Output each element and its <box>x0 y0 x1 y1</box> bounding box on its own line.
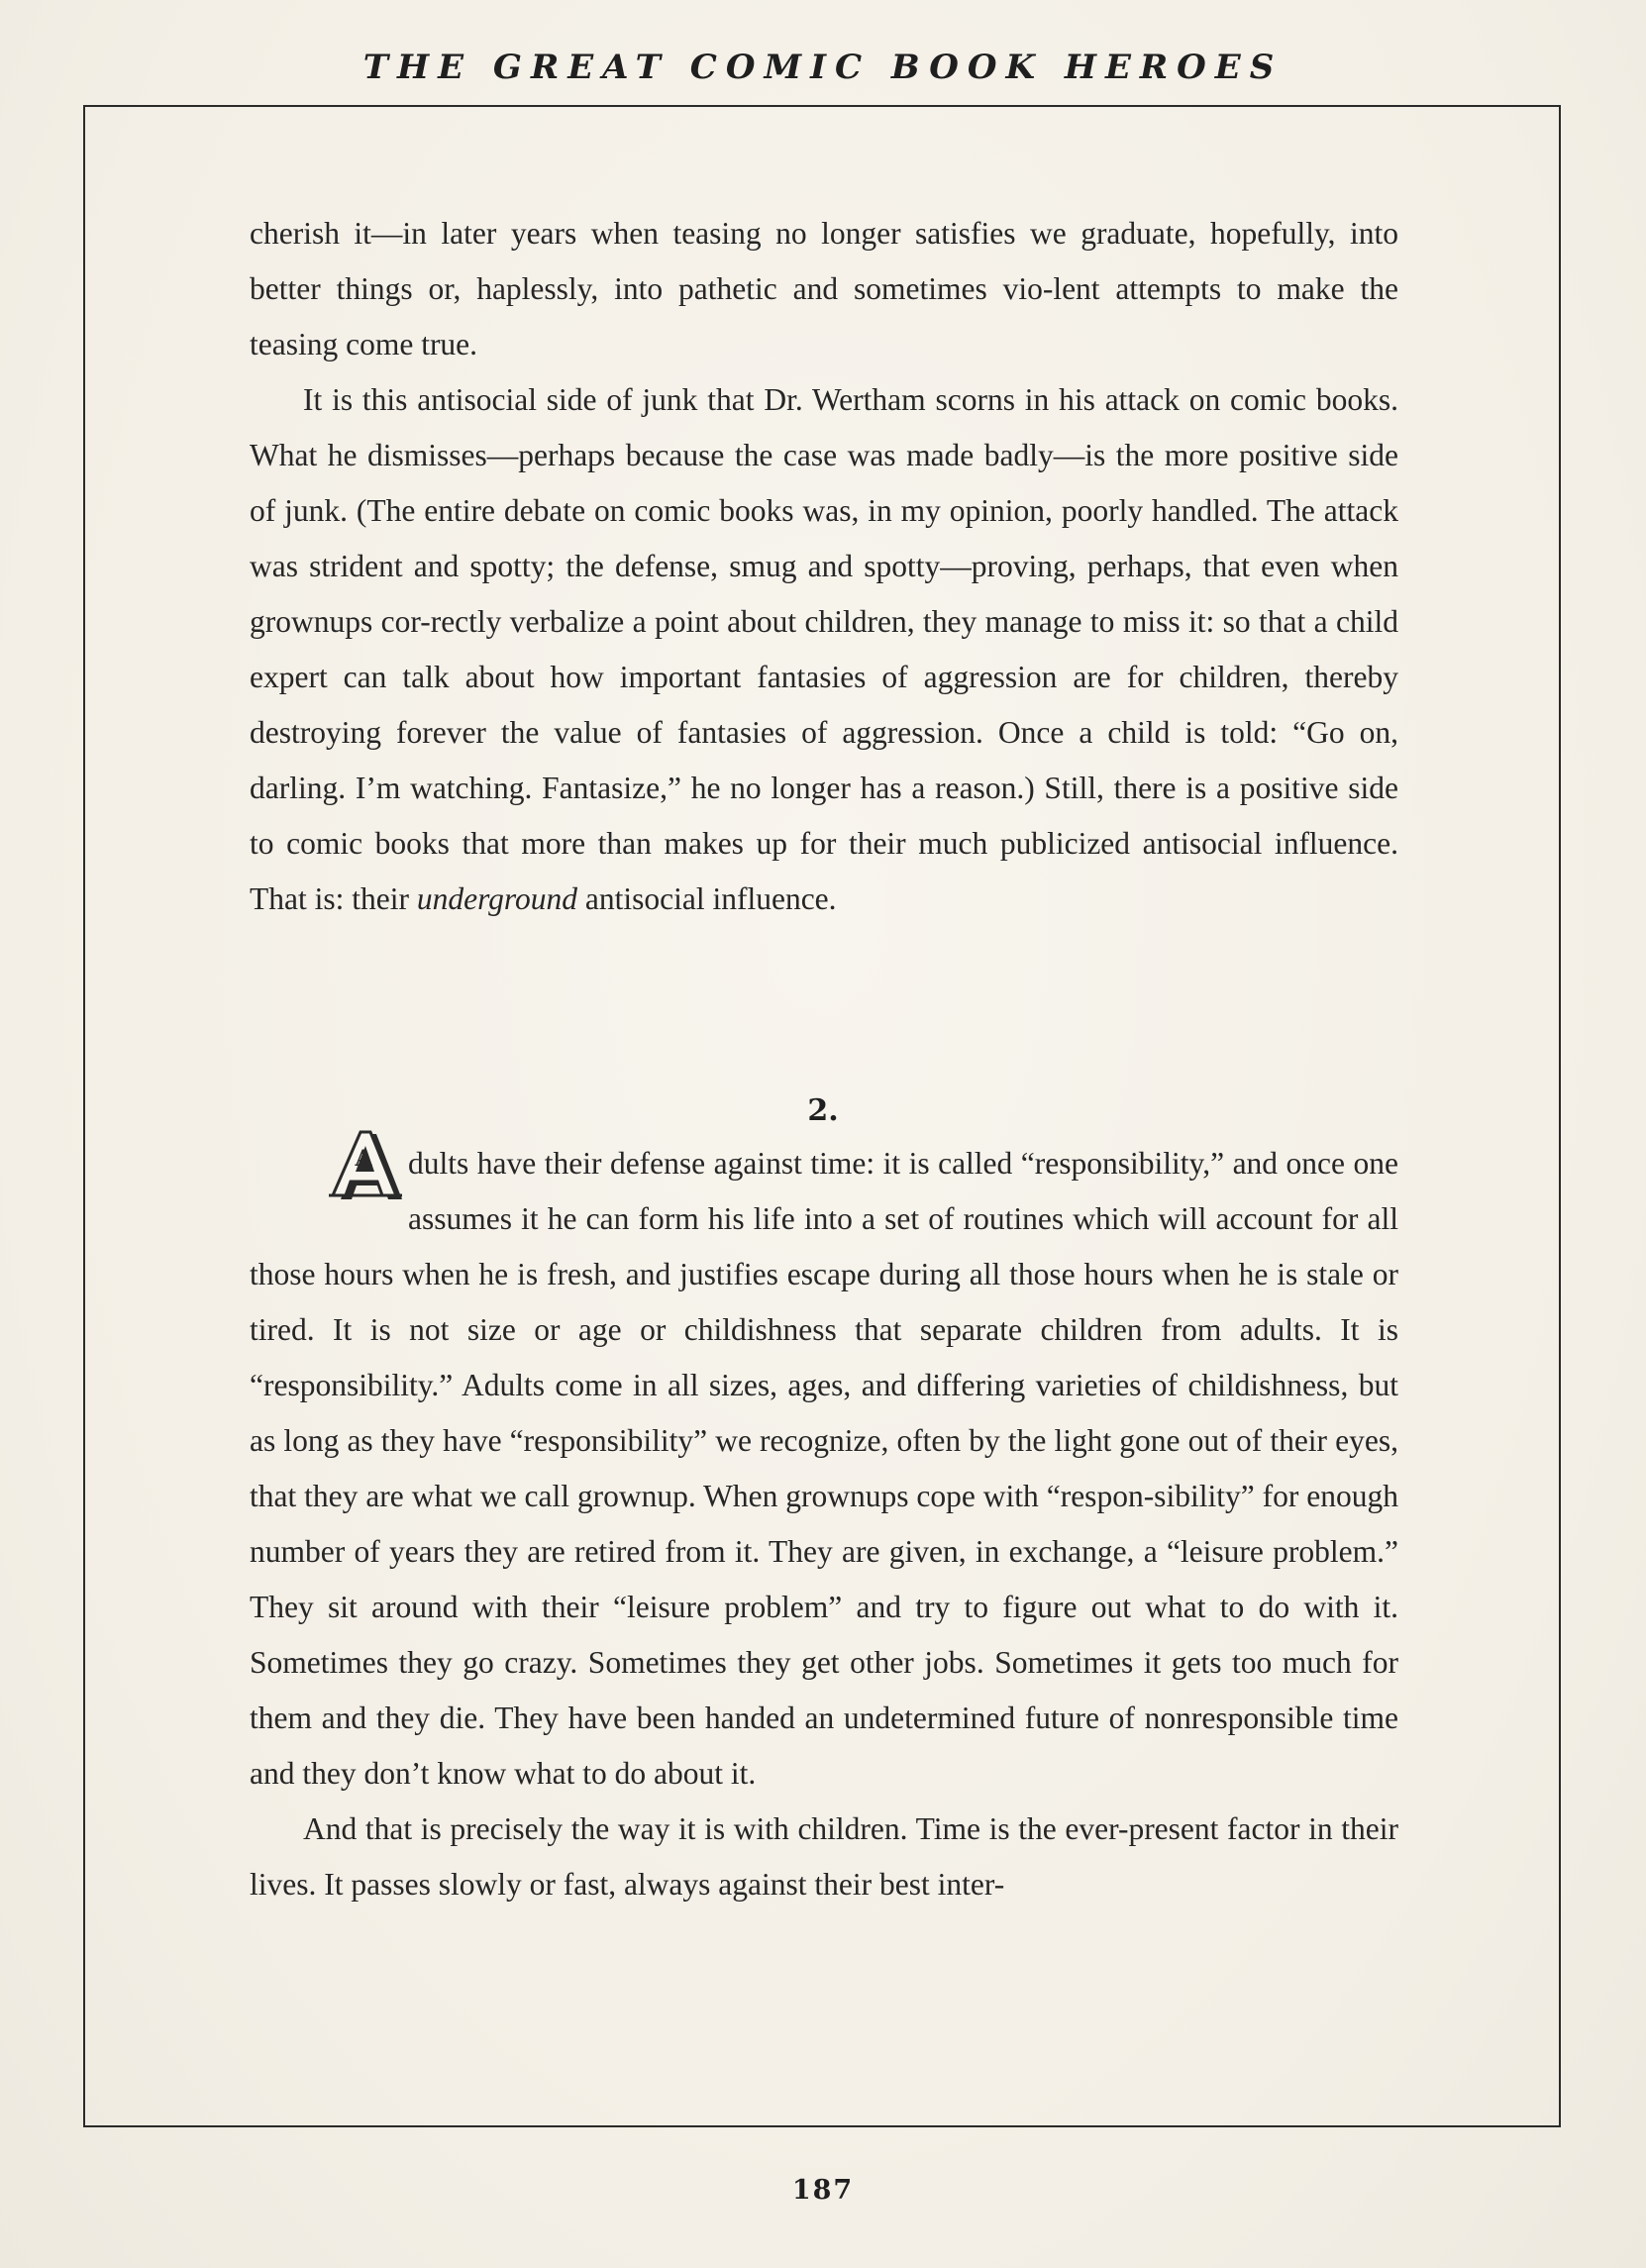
drop-cap <box>327 1130 404 1203</box>
section-number: 2. <box>807 1093 839 1128</box>
paragraph-adults <box>250 1136 1398 1802</box>
drop-cap-letter-icon <box>327 1130 404 1203</box>
paragraph-wertham-body: It is this antisocial side of junk that Dr. Wertham scorns in his attack on comic books. What he dismisses—perhaps because the case was made badly—is the more positive side of junk. (The entire debate on comic books was, in my opinion, poorly handled. The attack was strident and spotty; the defense, smug and spotty—proving, perhaps, that even when grownups cor-rectly verbalize a point about children, they manage to miss it: so that a child expert can talk about how important fantasies of aggression are for children, thereby destroying forever the value of fantasies of aggression. Once a child is told: “Go on, darling. I’m watching. Fantasize,” he no longer has a reason.) Still, there is a positive side to comic books that more than makes up for their much publicized antisocial influence. That is: their <box>250 382 1398 916</box>
paragraph-adults-body: dults have their defense against time: it is called “responsibility,” and once one assumes it he can form his life into a set of routines which will account for all those hours when he is fresh, and justifies escape during all those hours when he is stale or tired. It is not size or age or childishness that separate children from adults. It is “responsibility.” Adults come in all sizes, ages, and differing varieties of childishness, but as long as they have “responsibility” we recognize, often by the light gone out of their eyes, that they are what we call grownup. When grownups cope with “respon-sibility” for enough number of years they are retired from it. They are given, in exchange, a “leisure problem.” They sit around with their “leisure problem” and try to figure out what to do with it. Sometimes they go crazy. Sometimes they get other jobs. Sometimes it gets too much for them and they die. They have been handed an undetermined future of nonresponsible time and they don’t know what to do about it. <box>250 1146 1398 1791</box>
section-2-text <box>250 1136 1398 1912</box>
paragraph-children: And that is precisely the way it is with children. Time is the ever-present factor in their lives. It passes slowly or fast, always against their best inter- <box>250 1811 1398 1902</box>
italic-emphasis: underground <box>416 881 578 916</box>
section-1-text <box>250 206 1398 927</box>
running-head: THE GREAT COMIC BOOK HEROES <box>362 48 1284 87</box>
drop-cap-inner-letter: A <box>355 1146 372 1172</box>
page-number: 187 <box>791 2175 855 2206</box>
paragraph-wertham-end: antisocial influence. <box>584 881 837 916</box>
paragraph-continuation: cherish it—in later years when teasing no longer satisfies we graduate, hopefully, into better things or, haplessly, into pathetic and sometimes vio-lent attempts to make the teasing come true. <box>250 216 1398 361</box>
paragraph-wertham <box>250 372 1398 927</box>
